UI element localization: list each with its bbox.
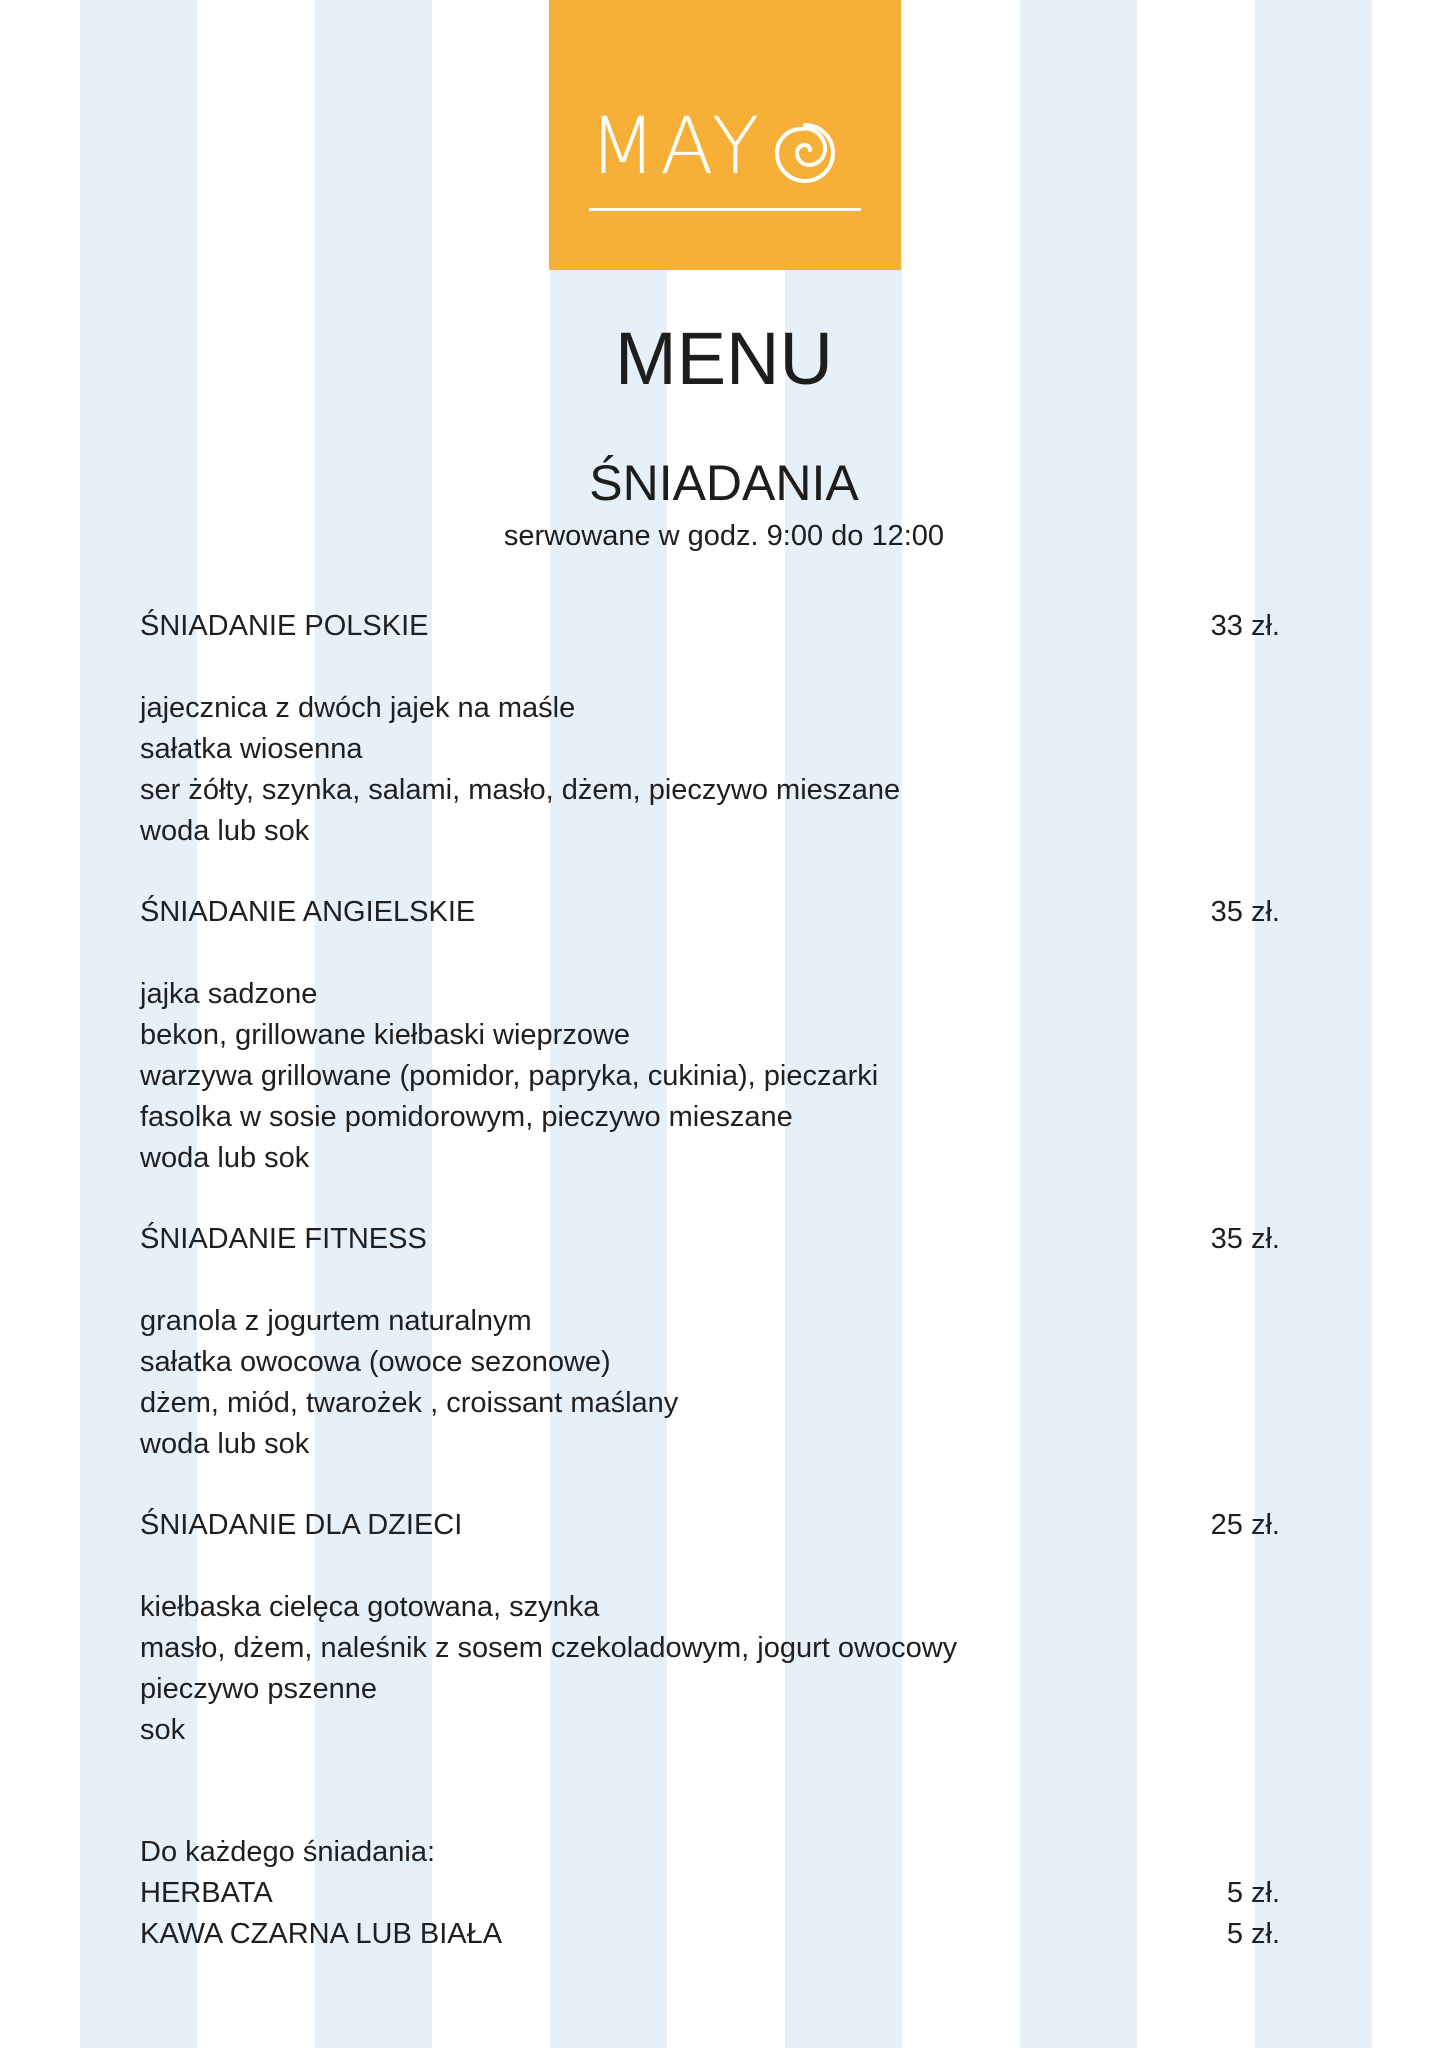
- menu-item-description-line: granola z jogurtem naturalnym: [140, 1305, 532, 1337]
- logo: [549, 0, 901, 270]
- menu-item-description-line: masło, dżem, naleśnik z sosem czekoladowym, jogurt owocowy: [140, 1632, 958, 1664]
- menu-item-description-line: kiełbaska cielęca gotowana, szynka: [140, 1591, 600, 1623]
- menu-item-description-line: sok: [140, 1714, 186, 1746]
- menu-item-description-line: woda lub sok: [140, 1142, 310, 1174]
- menu-item-price: 35 zł.: [1210, 896, 1280, 928]
- menu-item-description-line: sałatka owocowa (owoce sezonowe): [140, 1346, 611, 1378]
- menu-item-price: 33 zł.: [1210, 610, 1280, 642]
- extra-item-price: 5 zł.: [1226, 1877, 1280, 1909]
- logo-text: MAY: [589, 102, 764, 192]
- extra-item-price: 5 zł.: [1226, 1918, 1280, 1950]
- page-title: MENU: [615, 317, 833, 400]
- extra-item-name: HERBATA: [140, 1877, 273, 1909]
- menu-item-description-line: sałatka wiosenna: [140, 733, 363, 765]
- section-subtitle: serwowane w godz. 9:00 do 12:00: [503, 520, 945, 552]
- menu-item-description-line: fasolka w sosie pomidorowym, pieczywo mieszane: [140, 1101, 793, 1133]
- menu-item-name: ŚNIADANIE POLSKIE: [140, 610, 429, 642]
- menu-item-description-line: jajka sadzone: [140, 978, 318, 1010]
- menu-item-description-line: warzywa grillowane (pomidor, papryka, cukinia), pieczarki: [140, 1060, 879, 1092]
- menu-item-name: ŚNIADANIE ANGIELSKIE: [140, 896, 476, 928]
- extra-item-name: KAWA CZARNA LUB BIAŁA: [140, 1918, 503, 1950]
- menu-item-description-line: pieczywo pszenne: [140, 1673, 377, 1705]
- menu-item-description-line: bekon, grillowane kiełbaski wieprzowe: [140, 1019, 631, 1051]
- menu-item-description-line: jajecznica z dwóch jajek na maśle: [140, 692, 576, 724]
- swirl-icon: [773, 121, 837, 185]
- menu-item-price: 25 zł.: [1210, 1509, 1280, 1541]
- menu-item-description-line: ser żółty, szynka, salami, masło, dżem, pieczywo mieszane: [140, 774, 901, 806]
- logo-underline: [589, 208, 861, 211]
- menu-item-description-line: woda lub sok: [140, 815, 310, 847]
- menu-item-name: ŚNIADANIE FITNESS: [140, 1223, 427, 1255]
- menu-item-price: 35 zł.: [1210, 1223, 1280, 1255]
- section-title: ŚNIADANIA: [589, 455, 859, 511]
- extras-heading: Do każdego śniadania:: [140, 1836, 436, 1868]
- menu-item-description-line: woda lub sok: [140, 1428, 310, 1460]
- menu-item-name: ŚNIADANIE DLA DZIECI: [140, 1509, 463, 1541]
- menu-item-description-line: dżem, miód, twarożek , croissant maślany: [140, 1387, 679, 1419]
